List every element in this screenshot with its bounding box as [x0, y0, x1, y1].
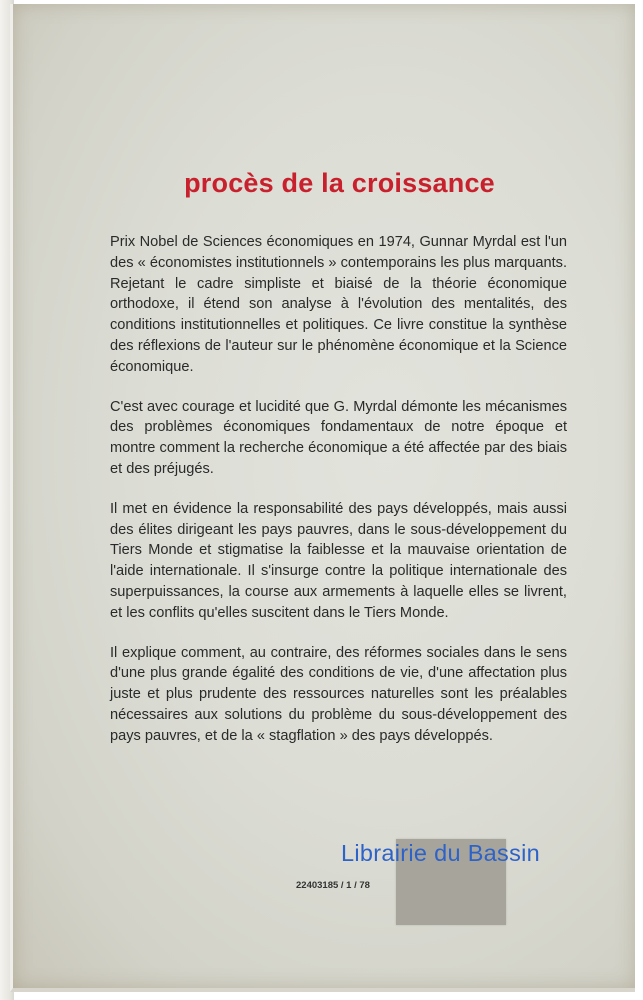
blurb-paragraph-3: Il met en évidence la responsabilité des pays développés, mais aussi des élites dirigeant les pays pauvres, dans le sous-développement du Tiers Monde et stigmatise la faiblesse et la mauvaise orientation de l'aide internationale. Il s'insurge contre la politique internationale des superpuissances, la course aux armements à laquelle elles se livrent, et les conflits qu'elles suscitent dans le Tiers Monde. — [110, 500, 567, 621]
bookseller-watermark: Librairie du Bassin — [341, 840, 541, 866]
blurb-paragraph-1: Prix Nobel de Sciences économiques en 1974, Gunnar Myrdal est l'un des « économistes institutionnels » contemporains les plus marquants. Rejetant le cadre simpliste et biaisé de la théorie économique orthodoxe, il étend son analyse à l'évolution des mentalités, des conditions institutionnelles et politiques. Ce livre constitue la synthèse des réflexions de l'auteur sur le phénomène économique et la Science économique. — [110, 234, 567, 375]
isbn-code: 22403185 / 1 / 78 — [296, 880, 370, 891]
book-title: procès de la croissance — [184, 168, 495, 198]
blurb-text — [110, 232, 567, 766]
blurb-paragraph-2: C'est avec courage et lucidité que G. Myrdal démonte les mécanismes des problèmes économiques fondamentaux de notre époque et montre comment la recherche économique a été affectée par des biais et des préjugés. — [110, 398, 567, 477]
blurb-paragraph-4: Il explique comment, au contraire, des réformes sociales dans le sens d'une plus grande égalité des conditions de vie, d'une affectation plus juste et plus prudente des ressources naturelles sont les préalables nécessaires aux solutions du problème du sous-développement des pays pauvres, et de la « stagflation » des pays développés. — [110, 644, 567, 744]
